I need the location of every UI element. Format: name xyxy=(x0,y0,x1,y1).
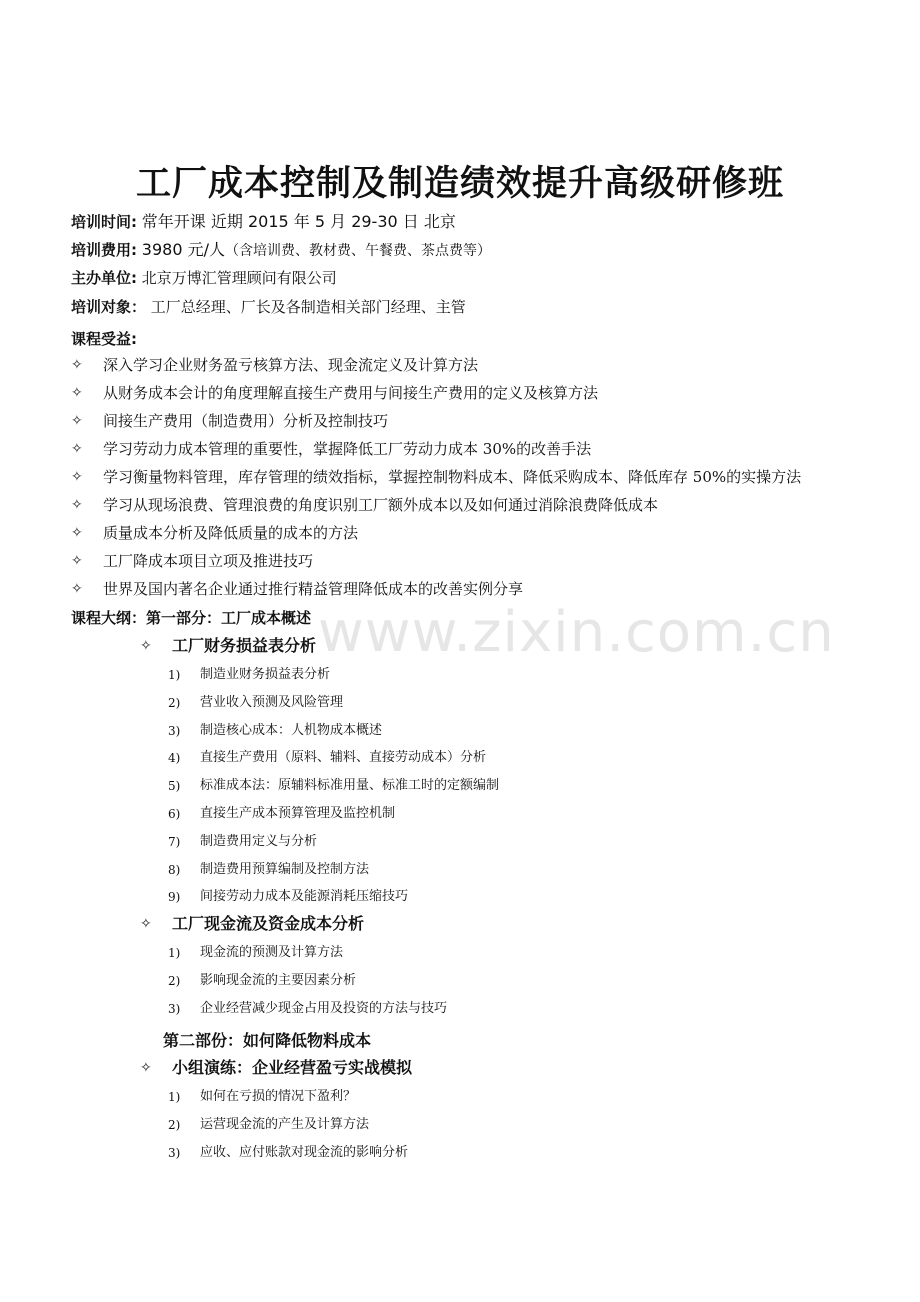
item-text: 标准成本法：原辅料标准用量、标准工时的定额编制 xyxy=(200,778,500,794)
item-text: 间接劳动力成本及能源消耗压缩技巧 xyxy=(200,889,409,905)
item-text: 营业收入预测及风险管理 xyxy=(200,694,344,710)
bullet-icon: ✧ xyxy=(71,413,83,429)
item-text: 影响现金流的主要因素分析 xyxy=(200,972,357,988)
benefit-text: 从财务成本会计的角度理解直接生产费用与间接生产费用的定义及核算方法 xyxy=(103,384,599,402)
bullet-icon: ✧ xyxy=(71,525,83,541)
training-fee-note: （含培训费、教材费、午餐费、茶点费等） xyxy=(224,243,491,259)
bullet-icon: ✧ xyxy=(71,581,83,597)
training-time-value: 常年开课 近期 2015 年 5 月 29-30 日 北京 xyxy=(141,212,456,231)
bullet-icon: ✧ xyxy=(140,916,152,932)
bullet-icon: ✧ xyxy=(71,469,83,485)
item-number: 2) xyxy=(168,695,181,710)
section2-title: 工厂现金流及资金成本分析 xyxy=(172,914,365,933)
training-fee-value: 3980 元/人 xyxy=(141,240,225,259)
outline-item xyxy=(168,694,343,712)
outline-item xyxy=(168,833,317,851)
benefit-item xyxy=(71,411,388,431)
bullet-icon: ✧ xyxy=(140,638,152,654)
item-text: 直接生产成本预算管理及监控机制 xyxy=(200,806,396,821)
benefit-text: 深入学习企业财务盈亏核算方法、现金流定义及计算方法 xyxy=(103,356,479,374)
benefit-item xyxy=(71,467,801,487)
outline-item xyxy=(168,944,343,962)
item-number: 1) xyxy=(168,1090,181,1104)
outline-item xyxy=(168,1144,408,1162)
item-number: 8) xyxy=(168,862,181,877)
benefit-text: 质量成本分析及降低质量的成本的方法 xyxy=(103,524,359,542)
item-number: 7) xyxy=(168,834,181,849)
section2-heading xyxy=(140,914,364,934)
item-number: 3) xyxy=(168,723,181,738)
item-number: 5) xyxy=(168,779,181,794)
benefit-text: 学习劳动力成本管理的重要性，掌握降低工厂劳动力成本 30%的改善手法 xyxy=(103,440,592,458)
benefit-item xyxy=(71,551,313,571)
item-text: 制造费用定义与分析 xyxy=(200,833,318,849)
section1-title: 工厂财务损益表分析 xyxy=(172,636,317,655)
outline-item xyxy=(168,777,499,795)
outline-item xyxy=(168,972,356,990)
training-fee-label: 培训费用: xyxy=(71,241,137,259)
benefit-item xyxy=(71,383,598,403)
bullet-icon: ✧ xyxy=(140,1060,152,1076)
item-text: 直接生产费用（原料、辅料、直接劳动成本）分析 xyxy=(200,750,487,766)
item-number: 6) xyxy=(168,807,181,821)
part2-heading: 第二部份：如何降低物料成本 xyxy=(163,1031,372,1050)
item-text: 制造业财务损益表分析 xyxy=(200,667,331,682)
item-number: 3) xyxy=(168,1145,181,1160)
watermark: www.zixin.com.cn xyxy=(318,600,835,665)
item-text: 应收、应付账款对现金流的影响分析 xyxy=(200,1144,409,1160)
training-time-label: 培训时间: xyxy=(71,213,137,231)
training-time-line xyxy=(71,212,456,232)
item-number: 4) xyxy=(168,751,181,766)
outline-item xyxy=(168,1000,447,1018)
target-value: 工厂总经理、厂长及各制造相关部门经理、主管 xyxy=(150,298,466,316)
item-text: 制造费用预算编制及控制方法 xyxy=(200,861,370,877)
training-fee-line xyxy=(71,240,491,261)
bullet-icon: ✧ xyxy=(71,553,83,569)
benefit-item xyxy=(71,439,591,459)
outline-item xyxy=(168,666,330,684)
item-number: 3) xyxy=(168,1001,181,1016)
benefit-item xyxy=(71,579,523,599)
outline-item xyxy=(168,1088,356,1106)
item-number: 2) xyxy=(168,973,181,988)
target-label: 培训对象： xyxy=(71,298,147,316)
benefit-item xyxy=(71,523,358,543)
benefit-text: 学习从现场浪费、管理浪费的角度识别工厂额外成本以及如何通过消除浪费降低成本 xyxy=(103,496,659,514)
target-line xyxy=(71,297,466,317)
item-text: 企业经营减少现金占用及投资的方法与技巧 xyxy=(200,1000,448,1016)
organizer-line xyxy=(71,268,337,288)
outline-item xyxy=(168,749,486,767)
bullet-icon: ✧ xyxy=(71,441,83,457)
outline-item xyxy=(168,805,395,823)
bullet-icon: ✧ xyxy=(71,497,83,513)
document-title: 工厂成本控制及制造绩效提升高级研修班 xyxy=(135,164,784,204)
item-text: 现金流的预测及计算方法 xyxy=(200,945,344,960)
organizer-label: 主办单位: xyxy=(71,269,137,287)
item-text: 运营现金流的产生及计算方法 xyxy=(200,1116,370,1132)
outline-item xyxy=(168,888,408,906)
benefit-text: 学习衡量物料管理，库存管理的绩效指标，掌握控制物料成本、降低采购成本、降低库存 50%的实操方法 xyxy=(103,468,802,486)
section1-heading xyxy=(140,636,316,656)
outline-heading: 课程大纲：第一部分：工厂成本概述 xyxy=(71,609,312,627)
outline-item xyxy=(168,861,369,879)
item-text: 制造核心成本：人机物成本概述 xyxy=(200,722,383,738)
benefit-text: 间接生产费用（制造费用）分析及控制技巧 xyxy=(103,412,389,430)
outline-item xyxy=(168,722,382,740)
benefits-heading: 课程受益: xyxy=(71,330,137,348)
benefit-text: 工厂降成本项目立项及推进技巧 xyxy=(103,552,314,570)
item-number: 2) xyxy=(168,1117,181,1132)
item-number: 1) xyxy=(168,946,181,960)
item-text: 如何在亏损的情况下盈利？ xyxy=(200,1089,357,1104)
bullet-icon: ✧ xyxy=(71,385,83,401)
item-number: 9) xyxy=(168,890,181,905)
benefit-item xyxy=(71,495,658,515)
benefit-text: 世界及国内著名企业通过推行精益管理降低成本的改善实例分享 xyxy=(103,580,524,598)
outline-item xyxy=(168,1116,369,1134)
item-number: 1) xyxy=(168,668,181,682)
organizer-value: 北京万博汇管理顾问有限公司 xyxy=(141,269,337,287)
bullet-icon: ✧ xyxy=(71,357,83,373)
section3-heading xyxy=(140,1058,412,1078)
benefit-item xyxy=(71,355,478,375)
section3-title: 小组演练：企业经营盈亏实战模拟 xyxy=(172,1058,413,1077)
